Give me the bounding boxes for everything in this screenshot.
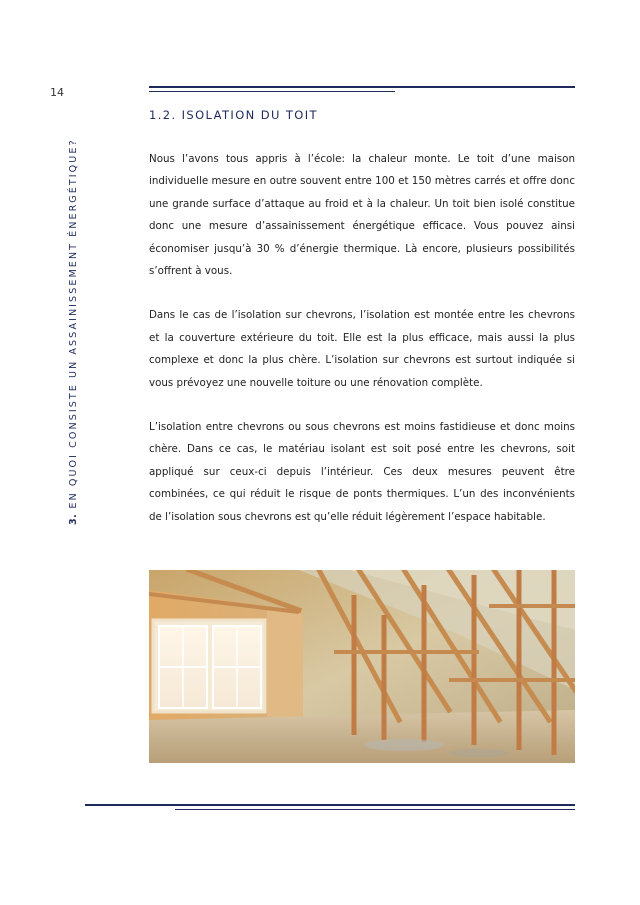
footer-rule-short xyxy=(175,809,575,810)
paragraph-3: L’isolation entre chevrons ou sous chevrons est moins fastidieuse et donc moins chère. Dans ce cas, le matériau isolant est soit posé entre les chevrons, soit appliqué sur ceux-ci depuis l’intérieur. Ces deux mesures peuvent être combinées, ce qui réduit le risque de ponts thermiques. L’un des inconvénients de l’isolation sous chevrons est qu’elle réduit légèrement l’espace habitable. xyxy=(149,421,575,523)
page-number: 14 xyxy=(50,86,64,99)
footer-rule-long xyxy=(85,804,575,806)
paragraph-2: Dans le cas de l’isolation sur chevrons, l’isolation est montée entre les chevrons et la couverture extérieure du toit. Elle est la plus efficace, mais aussi la plus complexe et donc la plus chère. L’isolation sur chevrons est surtout indiquée si vous prévoyez une nouvelle toiture ou une rénovation complète. xyxy=(149,309,575,389)
chapter-side-title xyxy=(68,138,79,525)
paragraph-1: Nous l’avons tous appris à l’école: la chaleur monte. Le toit d’une maison individuelle mesure en outre souvent entre 100 et 150 mètres carrés et offre donc une grande surface d’attaque au froid et à la chaleur. Un toit bien isolé constitue donc une mesure d’assainissement énergétique efficace. Vous pouvez ainsi économiser jusqu’à 30 % d’énergie thermique. Là encore, plusieurs possibilités s’offrent à vous. xyxy=(149,153,575,278)
header-rule-short xyxy=(149,91,395,92)
chapter-title: EN QUOI CONSISTE UN ASSAINISSEMENT ÉNERGÉTIQUE? xyxy=(68,138,79,509)
chapter-number: 3. xyxy=(68,513,79,525)
attic-insulation-photo xyxy=(149,570,575,763)
header-rule-long xyxy=(149,86,575,88)
body-text xyxy=(149,148,575,550)
attic-photo-illustration xyxy=(149,570,575,763)
section-title: 1.2. ISOLATION DU TOIT xyxy=(149,108,318,122)
